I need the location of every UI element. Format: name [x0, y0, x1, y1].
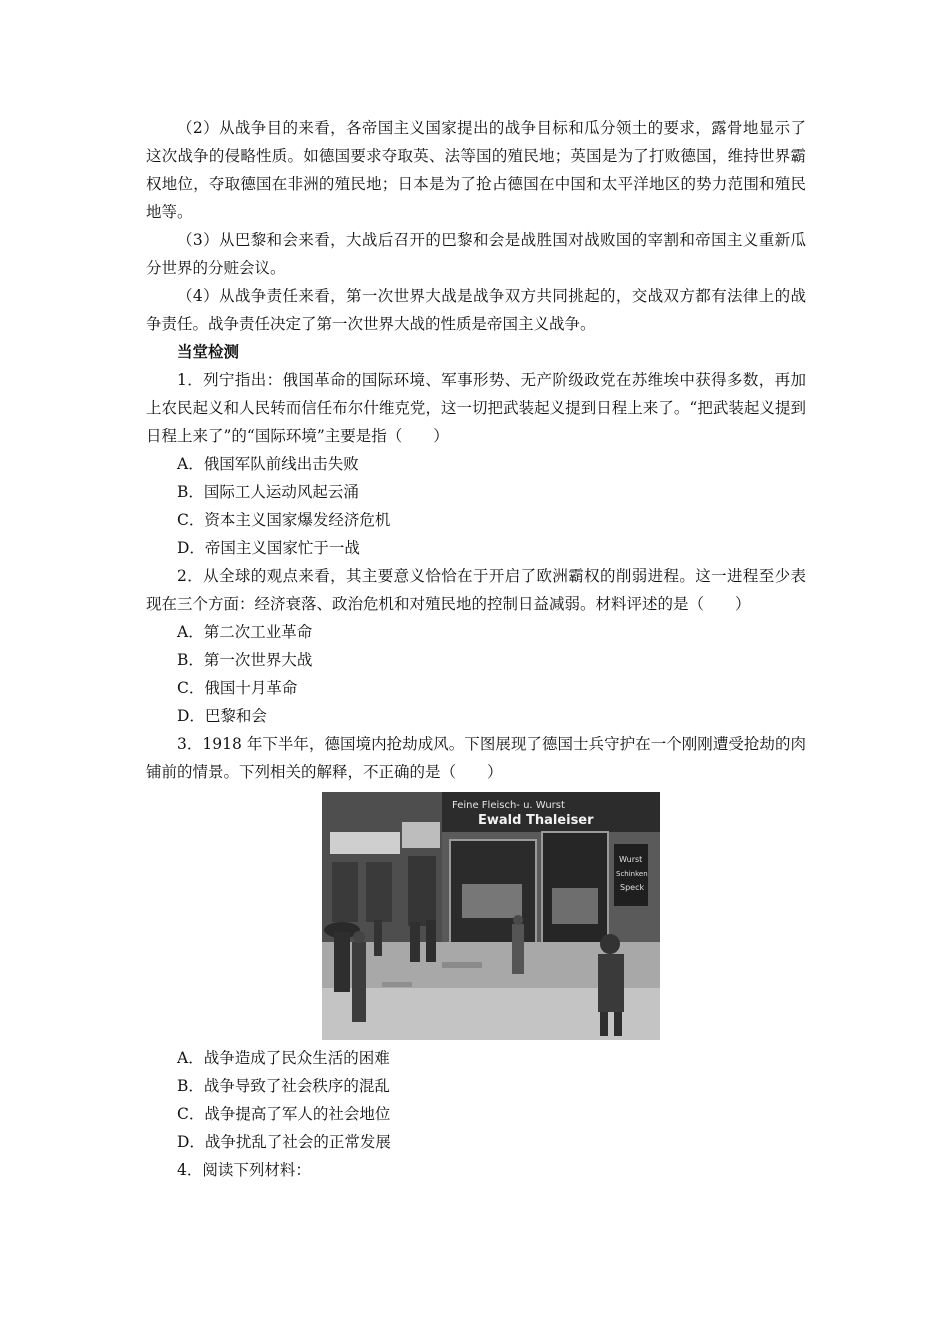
question-3-stem: 3．1918 年下半年，德国境内抢劫成风。下图展现了德国士兵守护在一个刚刚遭受抢劫的肉铺前的情景。下列相关的解释，不正确的是（ ）	[146, 735, 806, 781]
question-3-option-a: A．战争造成了民众生活的困难	[177, 1049, 390, 1067]
question-3-option-b: B．战争导致了社会秩序的混乱	[177, 1077, 390, 1095]
section-heading: 当堂检测	[177, 342, 240, 361]
question-2-option-c: C．俄国十月革命	[177, 679, 298, 697]
butcher-shop-photo	[322, 792, 660, 1040]
question-1-option-b: B．国际工人运动风起云涌	[177, 483, 359, 501]
shop-sign-name: Ewald Thaleiser	[478, 813, 594, 828]
question-3-option-d: D．战争扰乱了社会的正常发展	[177, 1133, 391, 1151]
paragraph-war-responsibility: （4）从战争责任来看，第一次世界大战是战争双方共同挑起的，交战双方都有法律上的战争责任。战争责任决定了第一次世界大战的性质是帝国主义战争。	[146, 287, 806, 333]
question-1-option-c: C．资本主义国家爆发经济危机	[177, 511, 391, 529]
question-3-option-c: C．战争提高了军人的社会地位	[177, 1105, 391, 1123]
window-sign-line-1: Wurst	[619, 855, 643, 864]
question-1-stem: 1．列宁指出：俄国革命的国际环境、军事形势、无产阶级政党在苏维埃中获得多数，再加上农民起义和人民转而信任布尔什维克党，这一切把武装起义提到日程上来了。“把武装起义提到日程上来了”的“国际环境”主要是指（ ）	[146, 371, 806, 445]
question-4-stem: 4．阅读下列材料：	[177, 1161, 311, 1179]
question-1-option-a: A．俄国军队前线出击失败	[177, 455, 359, 473]
shop-sign-top: Feine Fleisch- u. Wurst	[452, 800, 565, 811]
paragraph-paris-conference: （3）从巴黎和会来看，大战后召开的巴黎和会是战胜国对战败国的宰割和帝国主义重新瓜分世界的分赃会议。	[146, 231, 806, 277]
paragraph-war-aims: （2）从战争目的来看，各帝国主义国家提出的战争目标和瓜分领土的要求，露骨地显示了这次战争的侵略性质。如德国要求夺取英、法等国的殖民地；英国是为了打败德国，维持世界霸权地位，夺取德国在非洲的殖民地；日本是为了抢占德国在中国和太平洋地区的势力范围和殖民地等。	[146, 119, 806, 221]
question-1-option-d: D．帝国主义国家忙于一战	[177, 539, 360, 557]
question-2-option-a: A．第二次工业革命	[177, 623, 313, 641]
question-2-option-d: D．巴黎和会	[177, 707, 267, 725]
window-sign-line-3: Speck	[620, 883, 645, 892]
window-sign-line-2: Schinken	[616, 870, 648, 878]
question-2-stem: 2．从全球的观点来看，其主要意义恰恰在于开启了欧洲霸权的削弱进程。这一进程至少表现在三个方面：经济衰落、政治危机和对殖民地的控制日益减弱。材料评述的是（ ）	[146, 567, 806, 613]
question-2-option-b: B．第一次世界大战	[177, 651, 313, 669]
document-page	[146, 114, 806, 1184]
